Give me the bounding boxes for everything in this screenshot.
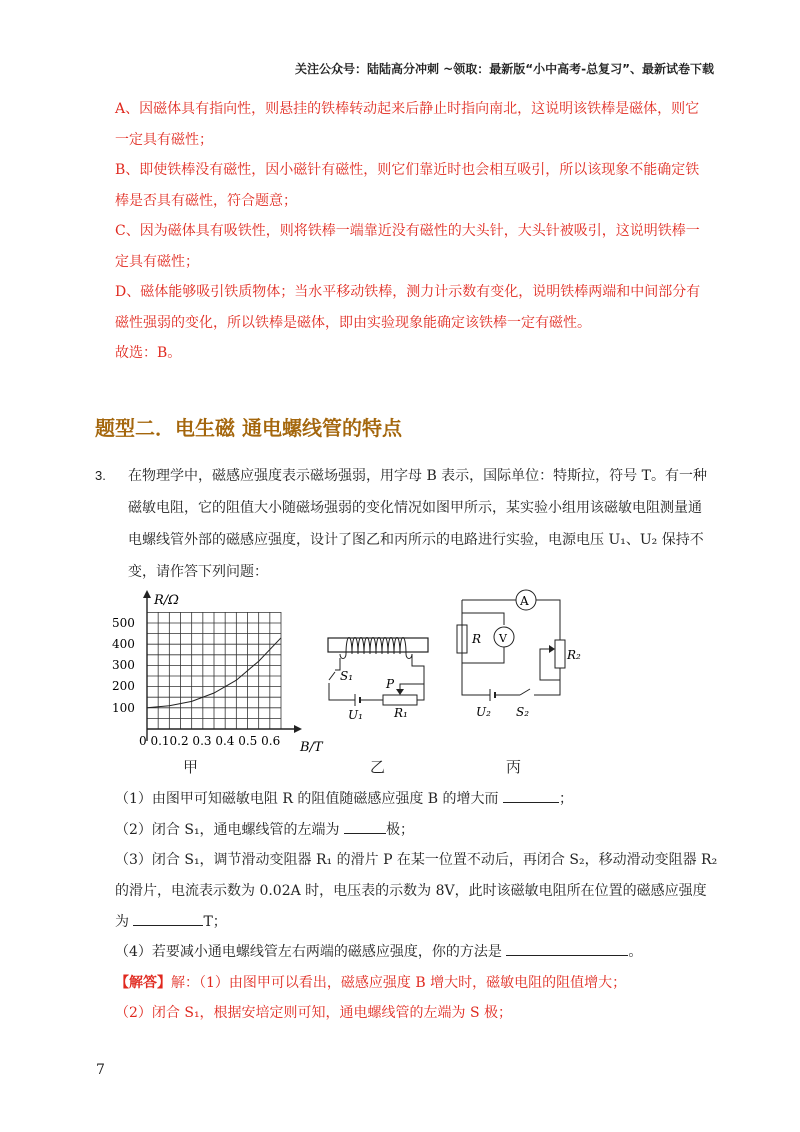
label-p: P <box>386 677 395 691</box>
subquestion-3-line-1: （3）闭合 S₁，调节滑动变阻器 R₁ 的滑片 P 在某一位置不动后，再闭合 S₂，移动滑动变阻器 R₂ <box>115 852 718 868</box>
wire-right-top <box>412 654 424 684</box>
ytick-300: 300 <box>112 658 135 672</box>
xticks: 0 0.10.2 0.3 0.4 0.5 0.6 <box>139 734 281 748</box>
answer-line-b2: 棒是否具有磁性，符合题意； <box>115 193 297 209</box>
y-axis-arrow <box>143 590 151 598</box>
answer-line-d2: 磁性强弱的变化，所以铁棒是磁体，即由实验现象能确定该铁棒一定有磁性。 <box>115 315 591 331</box>
solution-line-1 <box>115 972 626 992</box>
caption-yi: 乙 <box>370 758 386 776</box>
answer-line-d1: D、磁体能够吸引铁质物体；当水平移动铁棒，测力计示数有变化，说明铁棒两端和中间部分有 <box>115 284 701 300</box>
page-number: 7 <box>96 1062 105 1078</box>
solution-tag: 【解答】 <box>115 975 171 991</box>
rheostat-r1 <box>383 695 417 705</box>
slider-r2-arrow <box>549 645 555 653</box>
wire-bottom-right <box>534 680 560 695</box>
page-header: 关注公众号：陆陆高分冲刺 ~领取：最新版“小中高考-总复习”、最新试卷下载 <box>295 62 714 76</box>
slider-p-arrow <box>396 689 404 695</box>
wire-voltmeter-top <box>462 613 504 625</box>
graph-ylabel: R/Ω <box>154 593 179 608</box>
wire-right <box>412 684 424 700</box>
solution-line-2: （2）闭合 S₁，根据安培定则可知，通电螺线管的左端为 S 极； <box>115 1005 513 1021</box>
label-r2: R₂ <box>567 648 581 662</box>
q2-end: 极； <box>386 822 415 838</box>
answer-line-c1: C、因为磁体具有吸铁性，则将铁棒一端靠近没有磁性的大头针，大头针被吸引，这说明铁棒一 <box>115 223 700 239</box>
solenoid-core <box>328 638 428 652</box>
question-line-1: 在物理学中，磁感应强度表示磁场强弱，用字母 B 表示，国际单位：特斯拉，符号 T。有一种 <box>128 468 707 484</box>
ytick-100: 100 <box>112 701 135 715</box>
question-line-4: 变，请作答下列问题： <box>128 564 268 580</box>
switch-s2 <box>520 689 530 695</box>
question-line-2: 磁敏电阻，它的阻值大小随磁场强弱的变化情况如图甲所示，某实验小组用该磁敏电阻测量通 <box>128 500 702 516</box>
subquestion-3-line-3 <box>115 911 227 931</box>
circuit-bing <box>452 585 582 735</box>
wire-left-bottom <box>329 683 355 700</box>
q3-text: 为 <box>115 914 129 930</box>
q1-text: （1）由图甲可知磁敏电阻 R 的阻值随磁感应强度 B 的增大而 <box>115 791 499 807</box>
label-v: V <box>499 632 507 645</box>
ytick-400: 400 <box>112 637 135 651</box>
label-a: A <box>520 594 529 608</box>
solution-text-1: 解：（1）由图甲可以看出，磁感应强度 B 增大时，磁敏电阻的阻值增大； <box>171 975 627 991</box>
solenoid-coil <box>340 638 412 659</box>
label-r: R <box>472 632 482 646</box>
answer-choice: 故选：B。 <box>115 345 182 361</box>
q2-text: （2）闭合 S₁，通电螺线管的左端为 <box>115 822 340 838</box>
wire-voltmeter-bottom <box>462 647 504 663</box>
x-axis-arrow <box>294 725 302 733</box>
section-title: 题型二．电生磁 通电螺线管的特点 <box>95 416 402 440</box>
graph-grid <box>147 612 281 729</box>
graph-jia <box>110 588 340 758</box>
label-s2: S₂ <box>516 705 530 719</box>
ytick-200: 200 <box>112 679 135 693</box>
caption-jia: 甲 <box>183 758 199 776</box>
subquestion-1 <box>115 788 573 808</box>
question-number: 3. <box>95 468 106 483</box>
subquestion-2 <box>115 819 414 839</box>
answer-line-b1: B、即使铁棒没有磁性，因小磁针有磁性，则它们靠近时也会相互吸引，所以该现象不能确定铁 <box>115 162 700 178</box>
q4-end: 。 <box>628 944 643 960</box>
label-u1: U₁ <box>348 708 363 722</box>
rheostat-r2 <box>555 640 565 668</box>
caption-bing: 丙 <box>506 758 522 776</box>
q3-blank[interactable] <box>133 911 203 926</box>
circuit-yi <box>320 620 435 725</box>
answer-line-a1: A、因磁体具有指向性，则悬挂的铁棒转动起来后静止时指向南北，这说明该铁棒是磁体，则它 <box>115 101 700 117</box>
subquestion-4 <box>115 941 642 961</box>
graph-xlabel: B/T <box>300 740 323 755</box>
answer-line-c2: 定具有磁性； <box>115 254 199 270</box>
wire-left <box>462 607 490 695</box>
answer-line-a2: 一定具有磁性； <box>115 132 213 148</box>
label-s1: S₁ <box>340 669 354 683</box>
ytick-500: 500 <box>112 616 135 630</box>
q3-end: T； <box>203 914 227 930</box>
switch-s1 <box>329 672 335 680</box>
question-line-3: 电螺线管外部的磁感应强度，设计了图乙和丙所示的电路进行实验，电源电压 U₁、U₂ 保持不 <box>128 532 704 548</box>
subquestion-3-line-2: 的滑片，电流表示数为 0.02A 时，电压表的示数为 8V，此时该磁敏电阻所在位置的磁感应强度 <box>115 883 707 899</box>
label-u2: U₂ <box>476 705 491 719</box>
wire-top-right <box>536 600 560 640</box>
label-r1: R₁ <box>394 706 408 720</box>
q4-blank[interactable] <box>506 941 628 956</box>
q1-end: ； <box>559 791 573 807</box>
q1-blank[interactable] <box>503 788 559 803</box>
q4-text: （4）若要减小通电螺线管左右两端的磁感应强度，你的方法是 <box>115 944 502 960</box>
q2-blank[interactable] <box>344 819 386 834</box>
